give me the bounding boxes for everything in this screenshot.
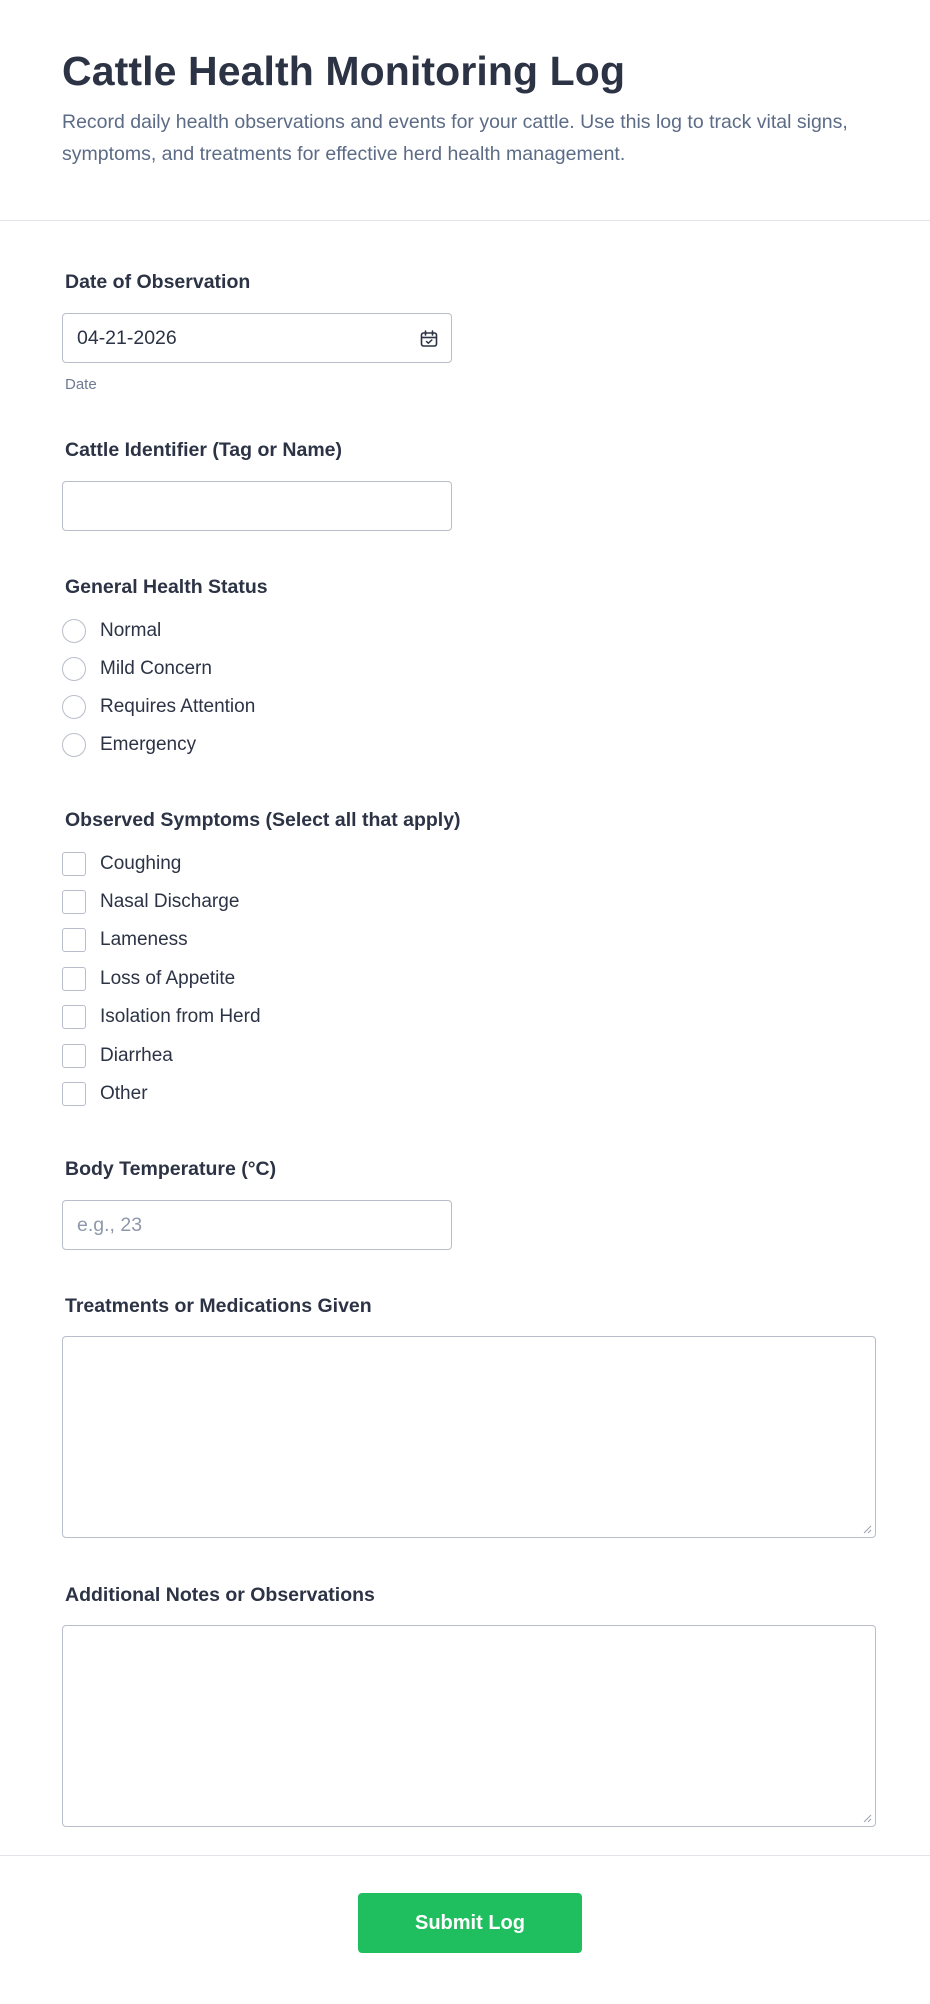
- health-option-requires-attention[interactable]: [62, 694, 255, 720]
- treatments-label: Treatments or Medications Given: [65, 1295, 372, 1317]
- symptom-option-nasal-discharge[interactable]: [62, 889, 239, 915]
- health-status-label: General Health Status: [65, 576, 268, 598]
- option-label: Emergency: [100, 734, 197, 755]
- option-label: Nasal Discharge: [100, 891, 240, 912]
- page-subtitle: Record daily health observations and events for your cattle. Use this log to track vital signs, symptoms, and treatments for effective herd health management.: [62, 111, 848, 165]
- option-label: Requires Attention: [100, 696, 256, 717]
- date-sublabel: Date: [65, 376, 97, 393]
- checkbox[interactable]: [62, 928, 86, 952]
- option-label: Lameness: [100, 929, 188, 950]
- notes-textarea[interactable]: [62, 1625, 876, 1827]
- symptom-option-other[interactable]: [62, 1081, 148, 1107]
- date-value: 04-21-2026: [77, 326, 177, 349]
- health-option-normal[interactable]: [62, 618, 161, 644]
- checkbox[interactable]: [62, 1044, 86, 1068]
- checkbox[interactable]: [62, 1082, 86, 1106]
- submit-button[interactable]: Submit Log: [358, 1893, 582, 1953]
- option-label: Diarrhea: [100, 1045, 173, 1066]
- resize-grip-icon[interactable]: [862, 1524, 872, 1534]
- option-label: Loss of Appetite: [100, 968, 236, 989]
- radio-button[interactable]: [62, 657, 86, 681]
- calendar-icon[interactable]: [419, 329, 439, 349]
- radio-button[interactable]: [62, 619, 86, 643]
- option-label: Other: [100, 1083, 148, 1104]
- form-header: [0, 0, 930, 221]
- option-label: Normal: [100, 620, 162, 641]
- symptom-option-isolation-from-herd[interactable]: [62, 1004, 261, 1030]
- cattle-id-input[interactable]: [62, 481, 452, 531]
- cattle-id-label: Cattle Identifier (Tag or Name): [65, 439, 343, 461]
- page-title: Cattle Health Monitoring Log: [62, 48, 626, 94]
- treatments-textarea[interactable]: [62, 1336, 876, 1538]
- symptom-option-loss-of-appetite[interactable]: [62, 966, 235, 992]
- resize-grip-icon[interactable]: [862, 1813, 872, 1823]
- checkbox[interactable]: [62, 890, 86, 914]
- radio-button[interactable]: [62, 695, 86, 719]
- symptom-option-diarrhea[interactable]: [62, 1043, 173, 1069]
- symptoms-label: Observed Symptoms (Select all that apply): [65, 809, 461, 831]
- temperature-placeholder: e.g., 23: [77, 1213, 143, 1236]
- option-label: Isolation from Herd: [100, 1006, 261, 1027]
- option-label: Mild Concern: [100, 658, 212, 679]
- health-option-emergency[interactable]: [62, 732, 196, 758]
- temperature-label: Body Temperature (°C): [65, 1158, 277, 1180]
- symptom-option-coughing[interactable]: [62, 851, 181, 877]
- radio-button[interactable]: [62, 733, 86, 757]
- option-label: Coughing: [100, 853, 182, 874]
- date-label: Date of Observation: [65, 271, 251, 293]
- checkbox[interactable]: [62, 1005, 86, 1029]
- notes-label: Additional Notes or Observations: [65, 1584, 375, 1606]
- date-input[interactable]: [62, 313, 452, 363]
- symptom-option-lameness[interactable]: [62, 927, 188, 953]
- temperature-input[interactable]: [62, 1200, 452, 1250]
- health-option-mild-concern[interactable]: [62, 656, 212, 682]
- checkbox[interactable]: [62, 852, 86, 876]
- checkbox[interactable]: [62, 967, 86, 991]
